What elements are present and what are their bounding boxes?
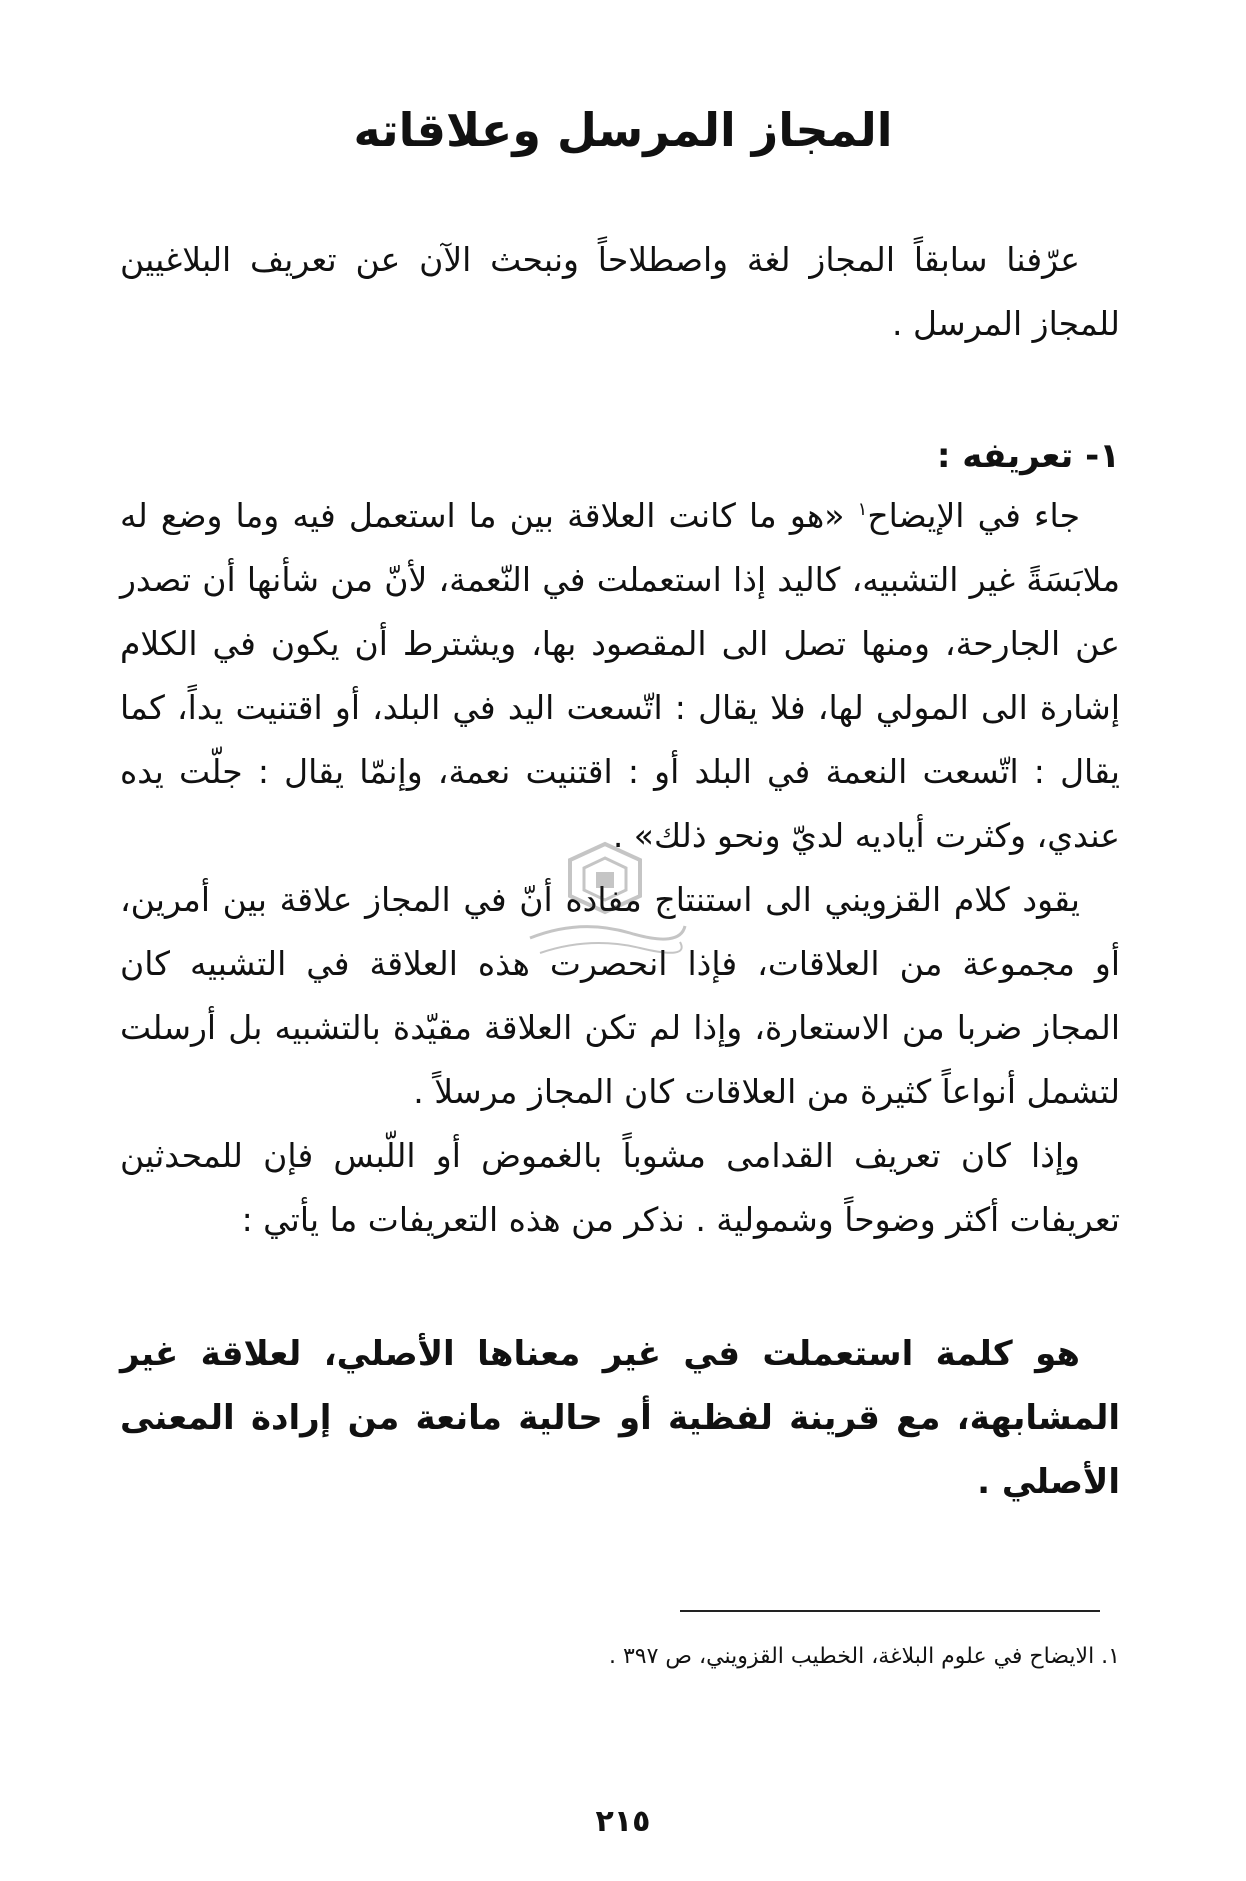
page-title: المجاز المرسل وعلاقاته [353,103,893,157]
bold-definition-text: هو كلمة استعملت في غير معناها الأصلي، لعلاقة غير المشابهة، مع قرينة لفظية أو حالية مانعة من إرادة المعنى الأصلي . [120,1334,1120,1502]
library-watermark-seal [520,838,690,968]
intro-text: عرّفنا سابقاً المجاز لغة واصطلاحاً ونبحث الآن عن تعريف البلاغيين للمجاز المرسل . [120,240,1120,343]
definition-quote: «هو ما كانت العلاقة بين ما استعمل فيه وما وضع له ملابَسَةً غير التشبيه، كاليد إذا استعملت في النّعمة، لأنّ من شأنها أن تصدر عن الجارحة، ومنها تصل الى المقصود بها، ويشترط أن يكون في الكلام إشارة الى المولي لها، فلا يقال : اتّسعت اليد في البلد، أو اقتنيت يداً، كما يقال : اتّسعت النعمة في البلد أو : اقتنيت نعمة، وإنمّا يقال : جلّت يده عندي، وكثرت أياديه لديّ ونحو ذلك» . [120,496,1120,855]
paragraph-modern-definitions [120,1124,1120,1252]
intro-paragraph [120,228,1120,356]
paragraph-qazwini-text: يقود كلام القزويني الى استنتاج مفاده أنّ في المجاز علاقة بين أمرين، أو مجموعة من العلاقات، فإذا انحصرت هذه العلاقة في التشبيه كان المجاز ضربا من الاستعارة، وإذا لم تكن العلاقة مقيّدة بالتشبيه بل أرسلت لتشمل أنواعاً كثيرة من العلاقات كان المجاز مرسلاً . [120,880,1120,1111]
definition-paragraph [120,484,1120,868]
footnote-divider [680,1610,1100,1612]
bold-definition [120,1322,1120,1514]
footnote: ١. الايضاح في علوم البلاغة، الخطيب القزويني، ص ٣٩٧ . [608,1644,1120,1669]
paragraph-modern-text: وإذا كان تعريف القدامى مشوباً بالغموض أو اللّبس فإن للمحدثين تعريفات أكثر وضوحاً وشمولية . نذكر من هذه التعريفات ما يأتي : [120,1136,1120,1239]
page-number: ٢١٥ [595,1804,651,1839]
footnote-reference[interactable]: ١ [857,499,868,520]
definition-lead: جاء في الإيضاح [867,496,1080,535]
section-heading: ١- تعريفه : [936,436,1120,476]
